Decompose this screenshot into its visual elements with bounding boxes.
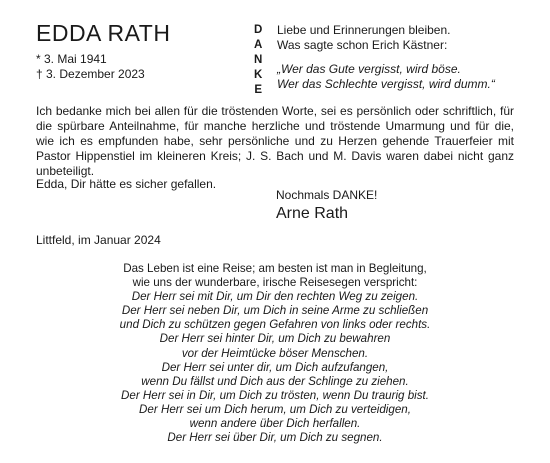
thanks-paragraph: Ich bedanke mich bei allen für die tröstenden Worte, sei es persönlich oder schriftlich, für die spürbare Anteilnahme, für manche herzliche und tröstende Umarmung und für die, wie ich es empfunden habe, sehr persönliche und zu Herzen gehende Trauerfeier mit Pastor Hippenstiel im kleineren Kreis; J. S. Bach und M. Davis waren dabei nicht ganz unbeteiligt. [36,104,514,178]
place-date: Littfeld, im Januar 2024 [36,233,161,247]
blessing-line: vor der Heimtücke böser Menschen. [181,346,369,360]
poem-line: Liebe und Erinnerungen bleiben. [277,23,451,37]
life-dates [36,52,145,82]
blessing-line: Der Herr sei mit Dir, um Dir den rechten Weg zu zeigen. [131,290,419,304]
death-date: † 3. Dezember 2023 [36,67,145,81]
blessing-intro-line: Das Leben ist eine Reise; am besten ist man in Begleitung, [123,262,427,275]
blessing-line: Der Herr sei neben Dir, um Dich in seine Arme zu schließen [121,304,429,318]
blessing-line: wenn Du fällst und Dich aus der Schlinge zu ziehen. [141,374,409,388]
blessing-line: und Dich zu schützen gegen Gefahren von links oder rechts. [119,318,431,332]
danke-letter: N [254,54,263,66]
nochmals-danke: Nochmals DANKE! [276,188,378,202]
blessing-intro-line: wie uns der wunderbare, irische Reisesegen verspricht: [132,276,418,290]
quote-line: Wer das Schlechte vergisst, wird dumm.“ [277,77,495,91]
poem-line: Was sagte schon Erich Kästner: [277,38,448,52]
blessing-line: Der Herr sei um Dich herum, um Dich zu verteidigen, [139,402,411,416]
deceased-name: EDDA RATH [36,20,171,46]
danke-letter: K [254,69,263,81]
danke-vertical [254,23,262,98]
blessing-line: Der Herr sei unter dir, um Dich aufzufangen, [161,360,389,374]
birth-date: * 3. Mai 1941 [36,52,107,66]
quote-line: „Wer das Gute vergisst, wird böse. [277,62,461,76]
blessing-line: Der Herr sei über Dir, um Dich zu segnen. [167,431,383,445]
irish-blessing [36,262,514,445]
danke-letter: A [254,39,263,51]
edda-line: Edda, Dir hätte es sicher gefallen. [36,177,217,191]
blessing-line: Der Herr sei hinter Dir, um Dich zu bewahren [159,332,391,346]
signer-name: Arne Rath [276,205,349,222]
kaestner-poem [277,23,495,92]
danke-letter: D [254,24,263,36]
blessing-line: wenn andere über Dich herfallen. [189,417,361,431]
danke-letter: E [254,84,262,96]
blessing-line: Der Herr sei in Dir, um Dich zu trösten, wenn Du traurig bist. [121,388,429,402]
